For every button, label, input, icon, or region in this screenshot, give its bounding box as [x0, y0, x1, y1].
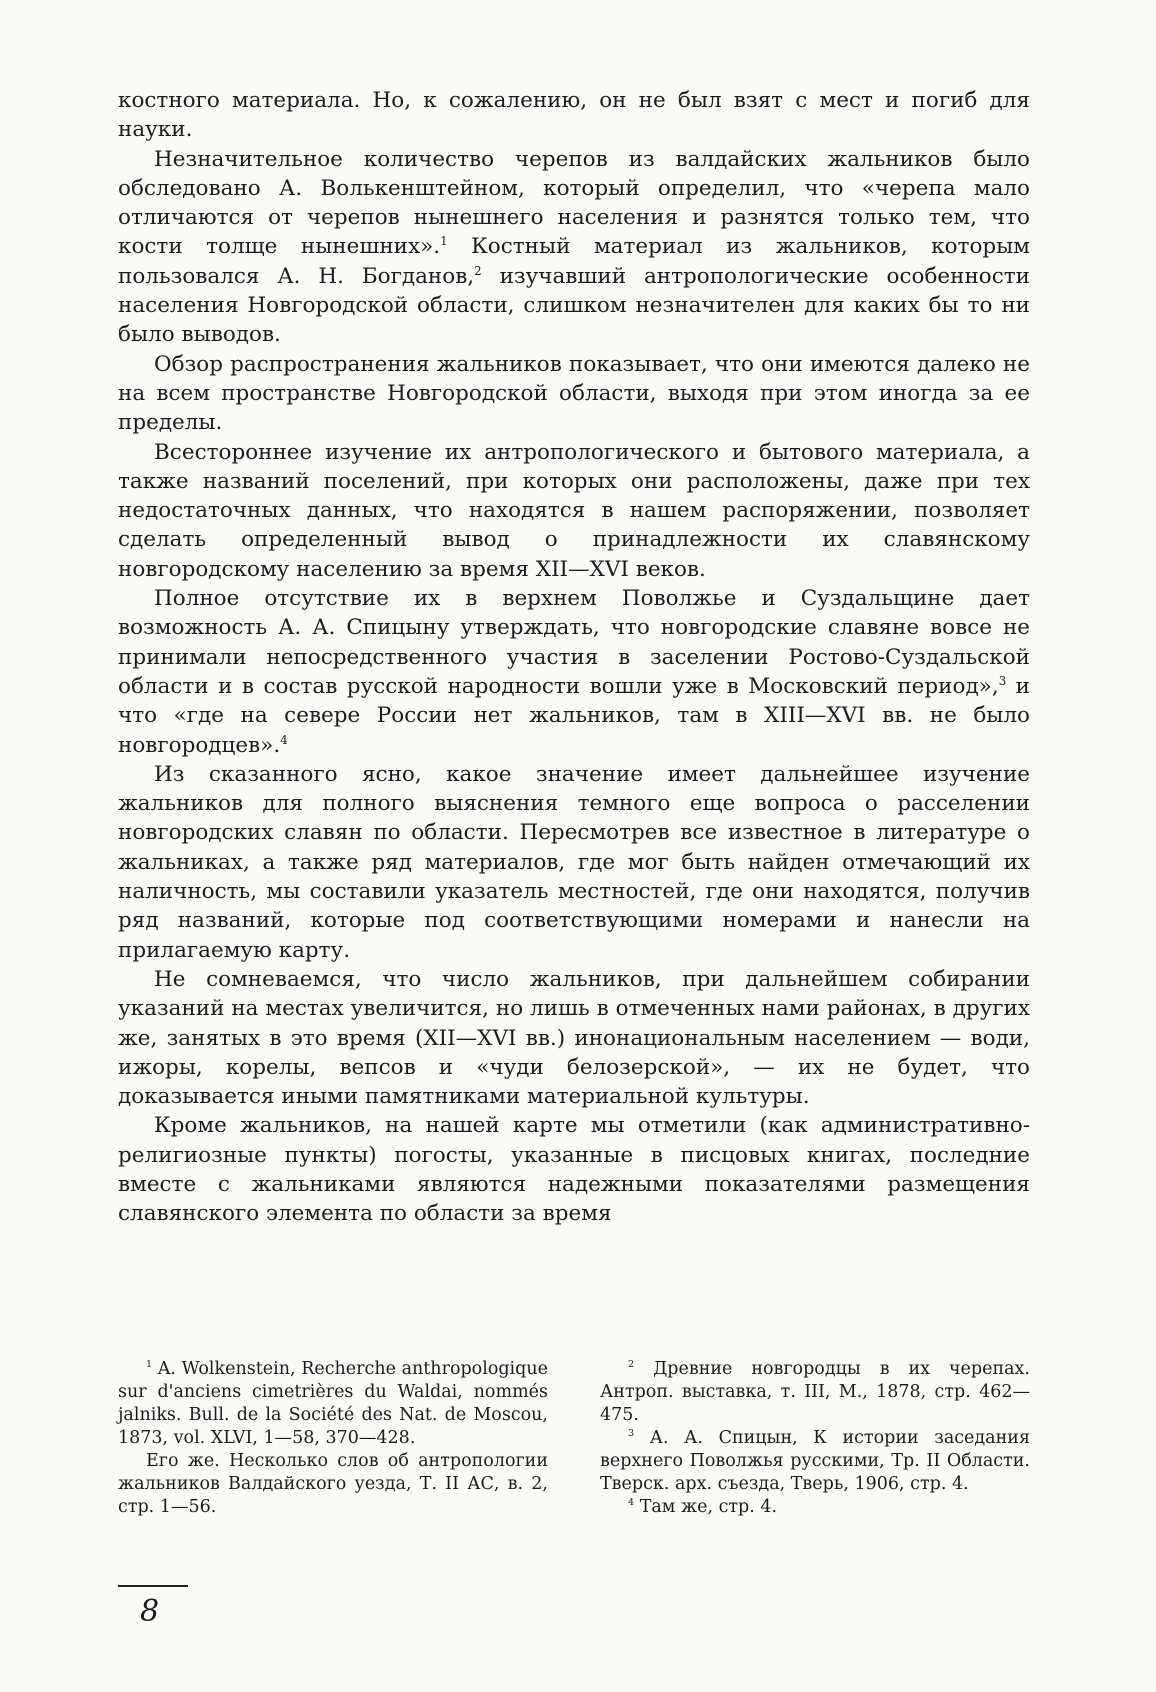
paragraph: Не сомневаемся, что число жальников, при дальнейшем собирании указаний на местах увеличится, но лишь в отмеченных нами районах, в других же, занятых в это время (XII—XVI вв.) инонациональным населением — води, ижоры, корелы, вепсов и «чуди белозерской», — их не будет, что доказывается иными памятниками материальной культуры.	[118, 966, 1030, 1110]
page-number: 8	[140, 1594, 160, 1629]
footnote: Его же. Несколько слов об антропологии жальников Валдайского уезда, Т. II АС, в. 2, стр. 1—56.	[118, 1451, 548, 1517]
page-number-rule	[118, 1585, 188, 1587]
footnote-marker: 1	[440, 234, 448, 249]
paragraph: Полное отсутствие их в верхнем Поволжье и Суздальщине дает возможность А. А. Спицыну утверждать, что новгородские славяне вовсе не принимали непосредственного участия в заселении Ростово-Суздальской области и в состав русской народности вошли уже в Московский период»,$^3$ и что «где на севере России нет жальников, там в XIII—XVI вв. не было новгородцев».$^4$	[118, 586, 1031, 758]
footnotes-right-column	[600, 1358, 1030, 1519]
footnote: $^2$ Древние новгородцы в их черепах. Антроп. выставка, т. III, М., 1878, стр. 462—475.	[600, 1359, 1030, 1425]
body-text	[118, 86, 1030, 1229]
footnote: $^4$ Там же, стр. 4.	[628, 1497, 778, 1517]
footnote-marker: 4	[280, 732, 288, 747]
paragraph: костного материала. Но, к сожалению, он не был взят с мест и погиб для науки.	[118, 88, 1030, 143]
footnotes-left-column	[118, 1358, 548, 1519]
footnote: $^3$ А. А. Спицын, К истории заседания верхнего Поволжья русскими, Тр. II Области. Тверск. арх. съезда, Тверь, 1906, стр. 4.	[600, 1428, 1030, 1494]
footnote-marker: 2	[474, 263, 482, 278]
paragraph: Обзор распространения жальников показывает, что они имеются далеко не на всем пространстве Новгородской области, выходя при этом иногда за ее пределы.	[118, 351, 1030, 436]
footnote: $^1$ A. Wolkenstein, Recherche anthropologique sur d'anciens cimetrières du Waldai, nommés jalniks. Bull. de la Société des Nat. de Moscou, 1873, vol. XLVI, 1—58, 370—428.	[118, 1359, 548, 1448]
paragraph: Незначительное количество черепов из валдайских жальников было обследовано А. Волькенштейном, который определил, что «черепа мало отличаются от черепов нынешнего населения и разнятся только тем, что кости толще нынешних».$^1$ Костный материал из жальников, которым пользовался А. Н. Богданов,$^2$ изучавший антропологические особенности населения Новгородской области, слишком незначителен для каких бы то ни было выводов.	[118, 146, 1030, 348]
footnote-marker: 3	[998, 673, 1007, 688]
paragraph: Всестороннее изучение их антропологического и бытового материала, а также названий поселений, при которых они расположены, даже при тех недостаточных данных, что находятся в нашем распоряжении, позволяет сделать определенный вывод о принадлежности их славянскому новгородскому населению за время XII—XVI веков.	[118, 439, 1030, 582]
paragraph: Кроме жальников, на нашей карте мы отметили (как административно-религиозные пункты) погосты, указанные в писцовых книгах, последние вместе с жальниками являются надежными показателями размещения славянского элемента по области за время	[118, 1113, 1030, 1227]
paragraph: Из сказанного ясно, какое значение имеет дальнейшее изучение жальников для полного выяснения темного еще вопроса о расселении новгородских славян по области. Пересмотрев все известное в литературе о жальниках, а также ряд материалов, где мог быть найден отмечающий их наличность, мы составили указатель местностей, где они находятся, получив ряд названий, которые под соответствующими номерами и нанесли на прилагаемую карту.	[118, 761, 1030, 963]
footnotes	[118, 1358, 1030, 1519]
